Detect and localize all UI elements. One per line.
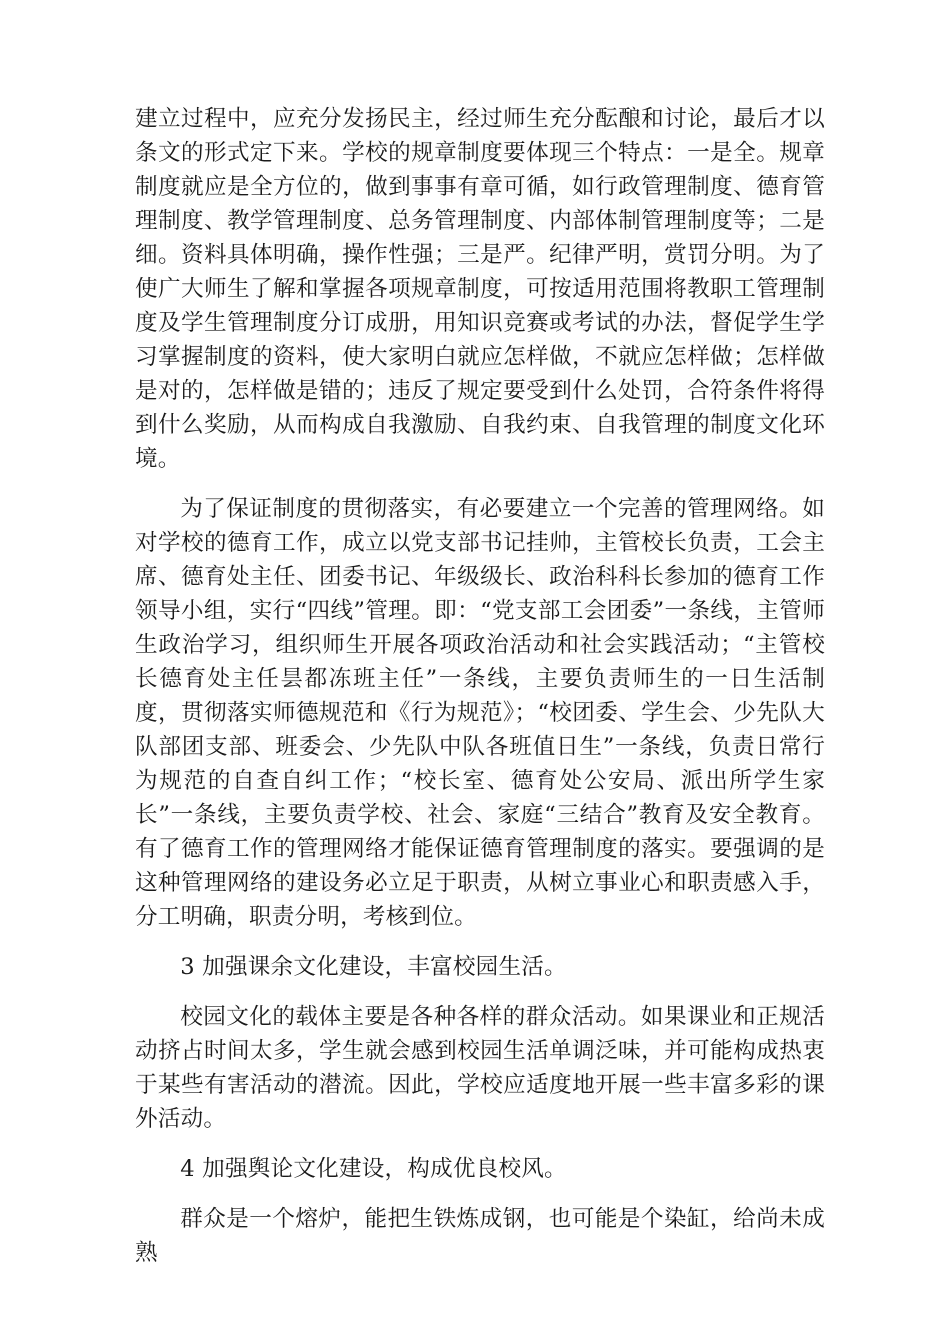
paragraph-campus-activities: 校园文化的载体主要是各种各样的群众活动。如果课业和正规活动挤占时间太多，学生就会感到校园生活单调泛味，并可能构成热衷于某些有害活动的潜流。因此，学校应适度地开展一些丰富多彩的课外活动。 xyxy=(135,1004,825,1132)
paragraph-management-network: 为了保证制度的贯彻落实，有必要建立一个完善的管理网络。如对学校的德育工作，成立以党支部书记挂帅，主管校长负责，工会主席、德育处主任、团委书记、年级级长、政治科科长参加的德育工作领导小组，实行“四线”管理。即：“党支部工会团委”一条线，主管师生政治学习，组织师生开展各项政治活动和社会实践活动；“主管校长德育处主任昙都冻班主任”一条线，主要负责师生的一日生活制度，贯彻落实师德规范和《行为规范》；“校团委、学生会、少先队大队部团支部、班委会、少先队中队各班值日生”一条线，负责日常行为规范的自查自纠工作；“校长室、德育处公安局、派出所学生家长”一条线，主要负责学校、社会、家庭“三结合”教育及安全教育。有了德育工作的管理网络才能保证德育管理制度的落实。要强调的是这种管理网络的建设务必立足于职责，从树立事业心和职责感入手，分工明确，职责分明，考核到位。 xyxy=(135,496,825,930)
section-heading-4: 4 加强舆论文化建设，构成优良校风。 xyxy=(180,1156,567,1182)
paragraph-rules-system: 建立过程中，应充分发扬民主，经过师生充分酝酿和讨论，最后才以条文的形式定下来。学校的规章制度要体现三个特点：一是全。规章制度就应是全方位的，做到事事有章可循，如行政管理制度、德育管理制度、教学管理制度、总务管理制度、内部体制管理制度等；二是细。资料具体明确，操作性强；三是严。纪律严明，赏罚分明。为了使广大师生了解和掌握各项规章制度，可按适用范围将教职工管理制度及学生管理制度分订成册，用知识竞赛或考试的办法，督促学生学习掌握制度的资料，使大家明白就应怎样做，不就应怎样做；怎样做是对的，怎样做是错的；违反了规定要受到什么处罚，合符条件将得到什么奖励，从而构成自我激励、自我约束、自我管理的制度文化环境。 xyxy=(135,106,825,472)
section-heading-3: 3 加强课余文化建设，丰富校园生活。 xyxy=(180,954,567,980)
paragraph-group-influence: 群众是一个熔炉，能把生铁炼成钢，也可能是个染缸，给尚未成熟 xyxy=(135,1206,825,1266)
document-page xyxy=(135,102,825,1286)
